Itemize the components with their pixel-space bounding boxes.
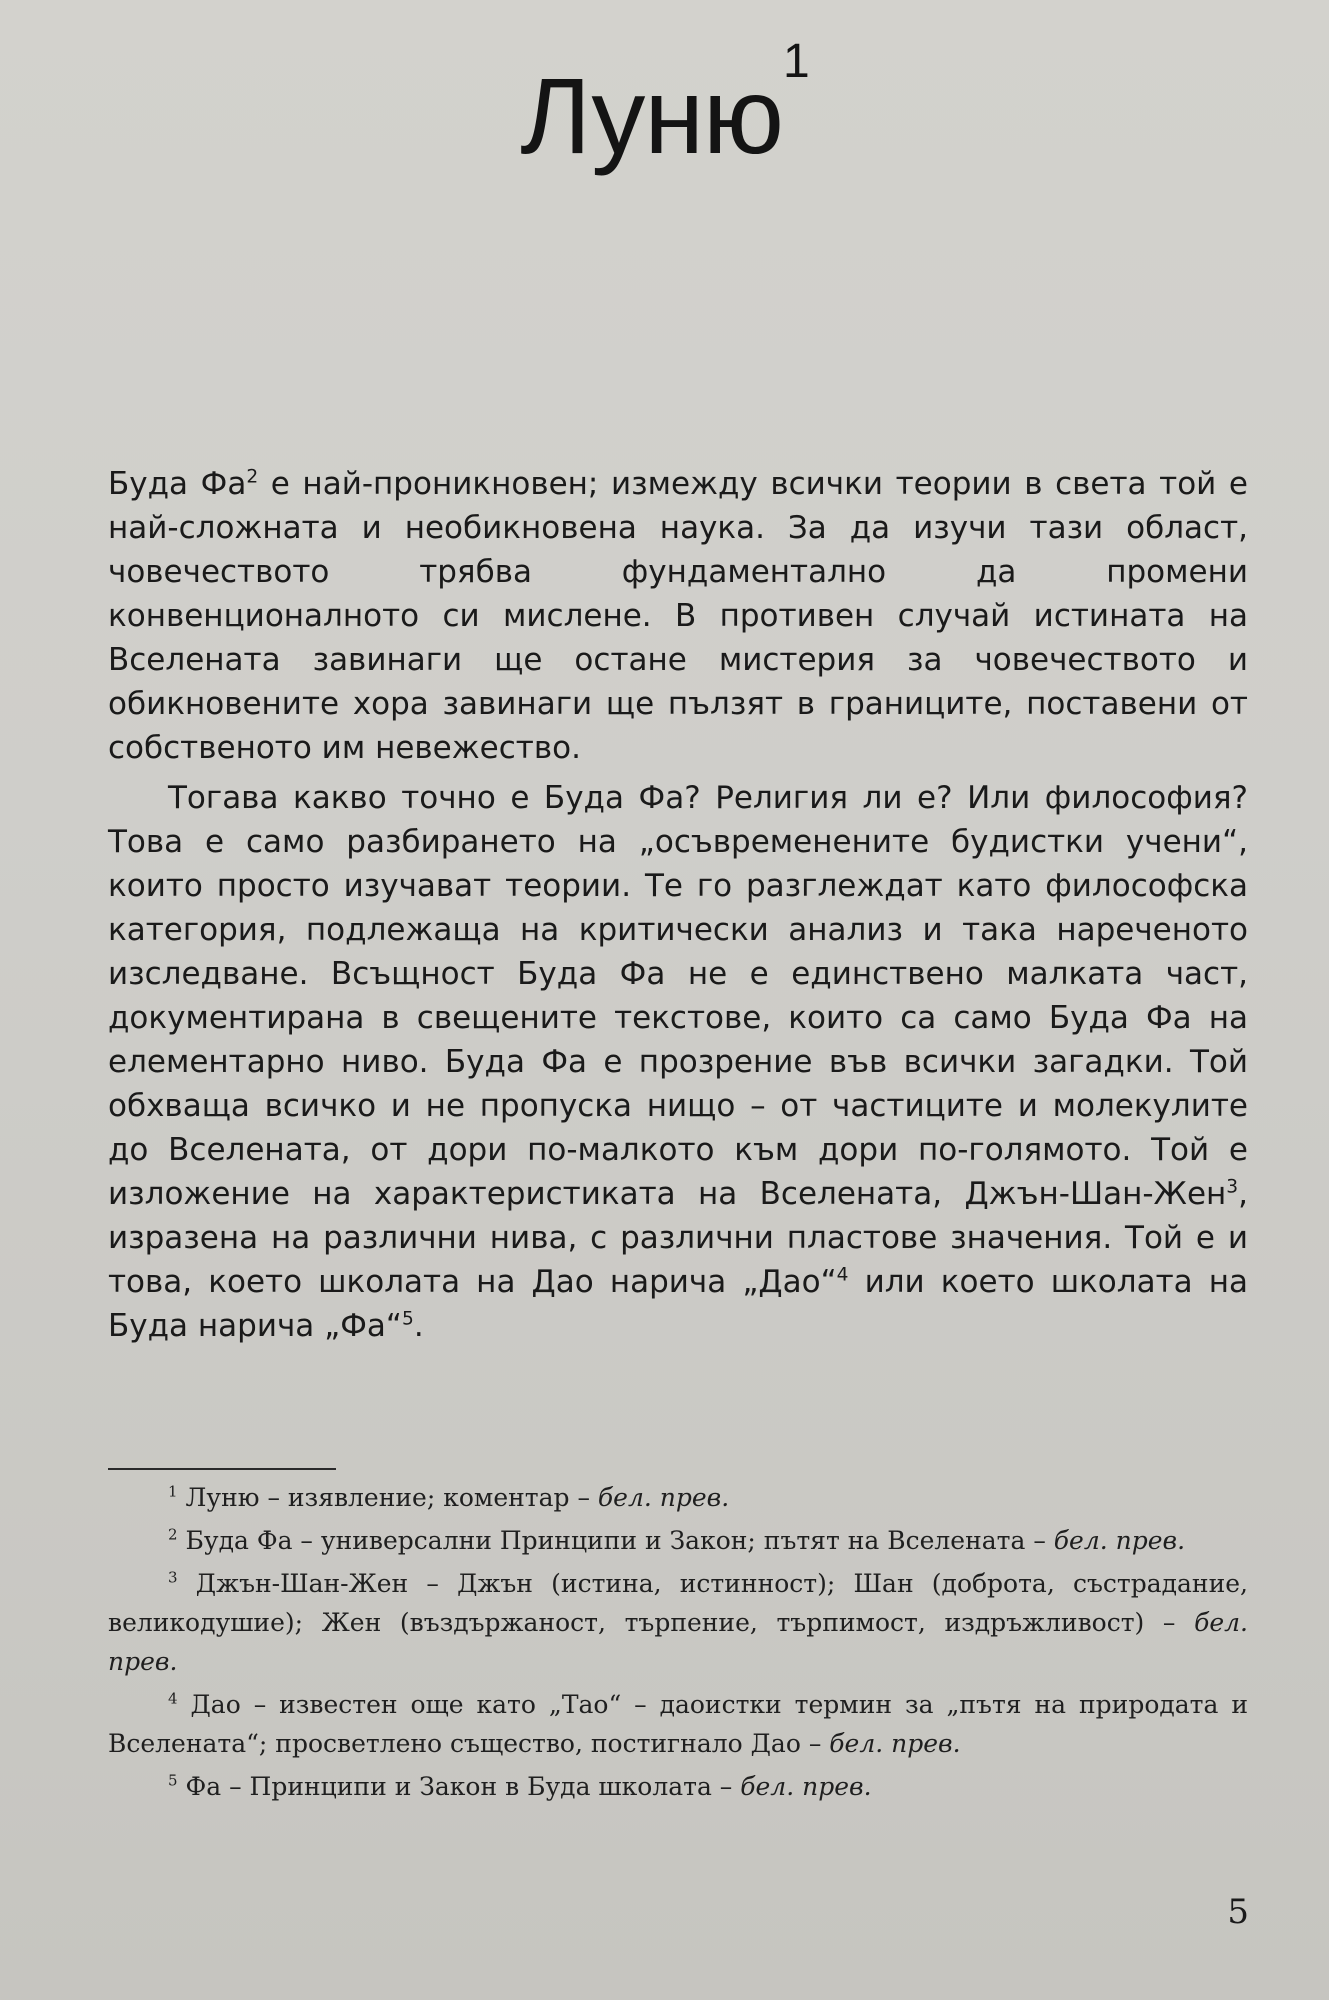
footnote-2 — [108, 1521, 1248, 1560]
translator-note-tag: бел. прев. — [740, 1772, 872, 1801]
footnote-number: 4 — [168, 1689, 178, 1708]
translator-note-tag: бел. прев. — [108, 1608, 1248, 1676]
p2-text-d: . — [413, 1308, 424, 1344]
title-footnote-ref[interactable]: 1 — [783, 35, 809, 88]
footnote-ref-4[interactable]: 4 — [836, 1264, 849, 1286]
p1-text-a: Буда Фа — [108, 466, 247, 502]
p1-text-b: е най-проникновен; измежду всички теории в света той е най-сложната и необикновена наука. За да изучи тази област, човечеството трябва фундаментално да промени конвенционалното си мислене. В противен случай истината на Вселената завинаги ще остане мистерия за човечеството и обикновените хора завинаги ще пълзят в границите, поставени от собственото им невежество. — [108, 466, 1248, 766]
footnote-5 — [108, 1767, 1248, 1806]
main-text — [108, 462, 1248, 1348]
footnotes — [108, 1478, 1248, 1810]
footnote-ref-2[interactable]: 2 — [246, 466, 259, 488]
p2-text-a: Тогава какво точно е Буда Фа? Религия ли е? Или философия? Това е само разбирането на „осъвременените будистки учени“, които просто изучават теории. Те го разглеждат като философска категория, подлежаща на критически анализ и така нареченото изследване. Всъщност Буда Фа не е единствено малката част, документирана в свещените текстове, които са само Буда Фа на елементарно ниво. Буда Фа е прозрение във всички загадки. Той обхваща всичко и не пропуска нищо – от частиците и молекулите до Вселената, от дори по-малкото към дори по-голямото. Той е изложение на характеристиката на Вселената, Джън-Шан-Жен — [108, 780, 1248, 1212]
footnote-4 — [108, 1685, 1248, 1763]
footnote-number: 2 — [168, 1525, 178, 1544]
footnote-text: Джън-Шан-Жен – Джън (истина, истинност); Шан (доброта, състрадание, великодушие); Жен (въздържаност, търпение, търпимост, издръжливост) – — [108, 1569, 1248, 1637]
paragraph-2 — [108, 776, 1248, 1348]
chapter-title — [0, 35, 1329, 176]
translator-note-tag: бел. прев. — [829, 1729, 961, 1758]
footnote-text: Фа – Принципи и Закон в Буда школата – — [185, 1772, 741, 1801]
footnote-ref-5[interactable]: 5 — [401, 1308, 414, 1330]
footnote-number: 1 — [168, 1482, 178, 1501]
translator-note-tag: бел. прев. — [597, 1483, 730, 1512]
footnote-number: 3 — [168, 1568, 178, 1587]
p2-text-c: или което школата на Буда нарича „Фа“ — [108, 1264, 1248, 1344]
footnote-text: Дао – известен още като „Тао“ – даоистки термин за „пътя на природата и Вселената“; просветлено същество, постигнало Дао – — [108, 1690, 1249, 1758]
translator-note-tag: бел. прев. — [1053, 1526, 1186, 1555]
chapter-title-text: Луню — [520, 55, 784, 176]
footnote-text: Луню – изявление; коментар – — [185, 1483, 598, 1512]
page-number: 5 — [1227, 1892, 1249, 1932]
footnote-ref-3[interactable]: 3 — [1226, 1176, 1239, 1198]
footnote-number: 5 — [168, 1771, 178, 1790]
footnote-divider — [108, 1468, 336, 1470]
footnote-1 — [108, 1478, 1248, 1517]
p2-text-b: , изразена на различни нива, с различни пластове значения. Той е и това, което школата на Дао нарича „Дао“ — [108, 1176, 1248, 1300]
footnote-3 — [108, 1564, 1248, 1681]
footnote-text: Буда Фа – универсални Принципи и Закон; пътят на Вселената – — [185, 1526, 1054, 1555]
paragraph-1 — [108, 462, 1248, 770]
